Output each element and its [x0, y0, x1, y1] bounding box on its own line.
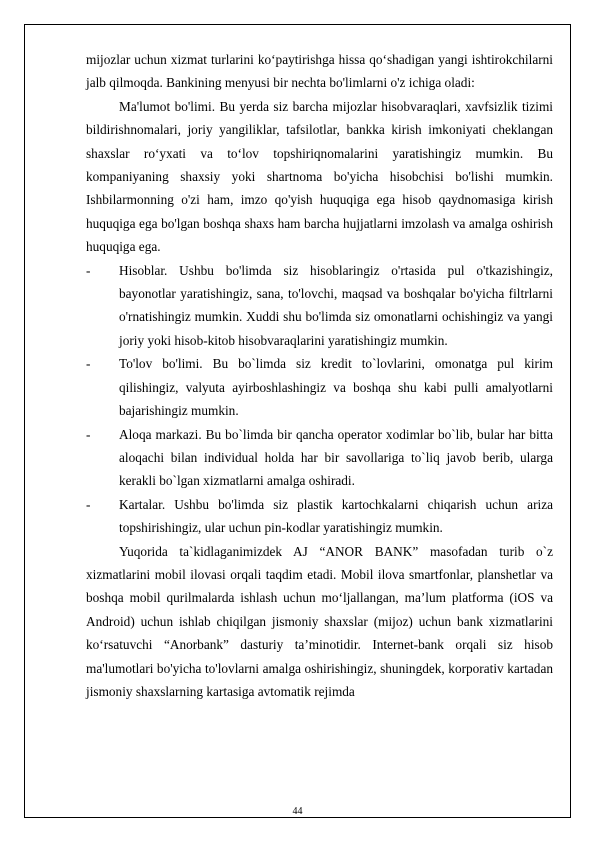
list-item [86, 423, 553, 493]
list-item-text: Hisoblar. Ushbu bo'limda siz hisoblaringiz o'rtasida pul o'tkazishingiz, bayonotlar yaratishingiz, sana, to'lovchi, maqsad va boshqalar bo'yicha filtrlarni o'rnatishingiz mumkin. Xuddi shu bo'limda siz omonatlarni ochishingiz va yangi joriy yoki hisob-kitob hisobvaraqlarini yaratishingiz mumkin. [119, 262, 553, 348]
intro-paragraph: mijozlar uchun xizmat turlarini ko‘paytirishga hissa qo‘shadigan yangi ishtirokchilarni jalb qilmoqda. Bankining menyusi bir nechta bo'limlarni o'z ichiga oladi: [86, 52, 553, 91]
sections-list [86, 259, 553, 540]
list-marker: - [86, 496, 91, 512]
closing-paragraph: Yuqorida ta`kidlaganimizdek AJ “ANOR BANK” masofadan turib o`z xizmatlarini mobil ilovasi orqali taqdim etadi. Mobil ilova smartfonlar, planshetlar va boshqa mobil qurilmalarda ishlash uchun mo‘ljallangan, ma’lum platforma (iOS va Android) uchun ishlab chiqilgan jismoniy shaxslar (mijoz) uchun bank xizmatlarini ko‘rsatuvchi “Anorbank” dasturiy ta’minotidir. Internet-bank orqali siz hisob ma'lumotlari bo'yicha to'lovlarni amalga oshirishingiz, shuningdek, korporativ kartadan jismoniy shaxslarning kartasiga avtomatik rejimda [86, 543, 553, 699]
document-body [86, 48, 553, 703]
list-item-text: Aloqa markazi. Bu bo`limda bir qancha operator xodimlar bo`lib, bular har bitta aloqachi bilan individual holda har bir savollariga to`liq javob berib, ularga kerakli bo`lgan xizmatlarni amalga oshiradi. [119, 426, 553, 489]
list-item-text: Kartalar. Ushbu bo'limda siz plastik kartochkalarni chiqarish uchun ariza topshirishingiz, ular uchun pin-kodlar yaratishingiz mumkin. [119, 496, 553, 536]
list-marker: - [86, 426, 91, 442]
list-item [86, 352, 553, 422]
list-item [86, 259, 553, 353]
list-item-text: To'lov bo'limi. Bu bo`limda siz kredit to`lovlarini, omonatga pul kirim qilishingiz, valyuta ayirboshlashingiz va boshqa shu kabi pulli amalyotlarni bajarishingiz mumkin. [119, 356, 553, 419]
page-number: 44 [292, 806, 303, 817]
list-marker: - [86, 262, 91, 278]
info-section-paragraph: Ma'lumot bo'limi. Bu yerda siz barcha mijozlar hisobvaraqlari, xavfsizlik tizimi bildirishnomalari, joriy yangiliklar, tafsilotlar, bankka kirish imkoniyati cheklangan shaxslar ro‘yxati va to‘lov topshiriqnomalarini yaratishingiz mumkin. Bu kompaniyaning shaxsiy yoki shartnoma bo'yicha hisobchisi bo'lishi mumkin. Ishbilarmonning o'zi ham, imzo qo'yish huquqiga ega hisob qaydnomasiga kirish huquqiga ega bo'lgan boshqa shaxs ham barcha hujjatlarni imzolash va amalga oshirish huquqiga ega. [86, 98, 553, 255]
list-marker: - [86, 356, 91, 372]
list-item [86, 493, 553, 540]
